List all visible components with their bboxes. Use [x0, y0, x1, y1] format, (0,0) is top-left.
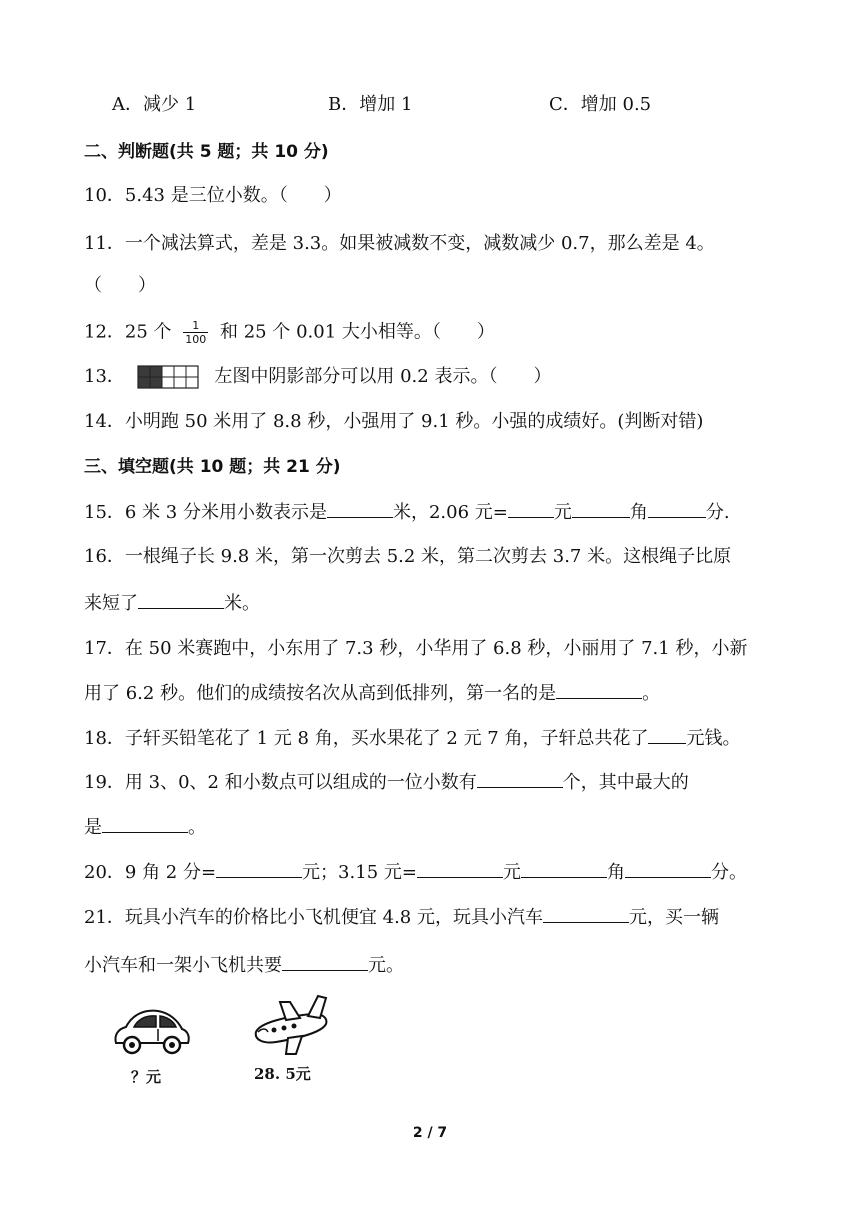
question-16-line2: [84, 590, 260, 617]
q19-part: 19．用 3、0、2 和小数点可以组成的一位小数有: [84, 772, 477, 793]
question-11-line2: （ ）: [84, 275, 156, 296]
q20-part: 20．9 角 2 分=: [84, 862, 217, 883]
q17-part: 用了 6.2 秒。他们的成绩按名次从高到低排列，第一名的是: [84, 683, 557, 704]
answer-blank[interactable]: [625, 859, 711, 878]
answer-blank[interactable]: [102, 814, 188, 833]
q15-part: 元: [553, 502, 572, 523]
question-10: 10．5.43 是三位小数。（ ）: [84, 185, 342, 206]
fraction-denominator: 100: [185, 333, 207, 346]
q16-part: 来短了: [84, 593, 138, 614]
plane-price-label: 28. 5元: [254, 1065, 311, 1083]
question-18: [84, 725, 740, 752]
q20-part: 分。: [710, 862, 747, 883]
question-15: [84, 499, 730, 526]
section-3-title: 三、填空题(共 10 题；共 21 分): [84, 457, 341, 477]
q19-part: 。: [188, 817, 206, 838]
question-14: 14．小明跑 50 米用了 8.8 秒，小强用了 9.1 秒。小强的成绩好。(判断对错): [84, 411, 704, 432]
q16-part: 米。: [224, 593, 260, 614]
q18-part: 18．子轩买铅笔花了 1 元 8 角，买水果花了 2 元 7 角，子轩总共花了: [84, 728, 649, 749]
question-17-line2: [84, 680, 660, 707]
car-price-label: ？元: [131, 1068, 162, 1086]
q12-post: 和 25 个 0.01 大小相等。（ ）: [220, 321, 495, 343]
q15-part: 15．6 米 3 分米用小数表示是: [84, 502, 327, 523]
q13-post: 左图中阴影部分可以用 0.2 表示。（ ）: [214, 366, 552, 387]
question-11-line1: 11．一个减法算式，差是 3.3。如果被减数不变，减数减少 0.7，那么差是 4。: [84, 233, 715, 254]
toy-airplane-icon: [250, 992, 334, 1058]
answer-blank[interactable]: [417, 859, 503, 878]
fraction-numerator: 1: [183, 319, 208, 333]
q15-part: 角: [629, 502, 648, 523]
q15-part: 米，2.06 元=: [392, 502, 508, 523]
question-19-line2: [84, 814, 206, 841]
answer-blank[interactable]: [138, 590, 224, 609]
q19-part: 是: [84, 817, 102, 838]
page-number: 2 / 7: [412, 1125, 448, 1141]
answer-blank[interactable]: [572, 499, 630, 518]
question-21-line2: [84, 952, 404, 979]
question-19-line1: [84, 769, 689, 796]
q20-part: 角: [606, 862, 625, 883]
q18-part: 元钱。: [686, 728, 741, 749]
toy-car-icon: [110, 1005, 192, 1057]
q21-part: 元。: [368, 955, 404, 976]
answer-blank[interactable]: [477, 769, 563, 788]
answer-blank[interactable]: [648, 725, 686, 744]
q21-part: 元，买一辆: [628, 907, 719, 928]
q17-part: 。: [642, 683, 661, 704]
answer-blank[interactable]: [556, 680, 642, 699]
question-21-line1: [84, 904, 719, 931]
option-b: B．增加 1: [328, 94, 413, 115]
answer-blank[interactable]: [648, 499, 706, 518]
q13-pre: 13．: [84, 366, 125, 387]
q15-part: 分.: [705, 502, 730, 523]
q19-part: 个，其中最大的: [562, 772, 689, 793]
q20-part: 元；3.15 元=: [302, 862, 417, 883]
answer-blank[interactable]: [327, 499, 393, 518]
q21-part: 小汽车和一架小飞机共要: [84, 955, 282, 976]
q20-part: 元: [502, 862, 521, 883]
answer-blank[interactable]: [282, 952, 368, 971]
section-2-title: 二、判断题(共 5 题；共 10 分): [84, 142, 329, 162]
option-a: A．减少 1: [112, 94, 197, 115]
question-12: [84, 319, 495, 346]
question-16-line1: 16．一根绳子长 9.8 米，第一次剪去 5.2 米，第二次剪去 3.7 米。这根绳子比原: [84, 546, 732, 567]
answer-blank[interactable]: [216, 859, 302, 878]
q12-pre: 12．25 个: [84, 321, 172, 343]
answer-blank[interactable]: [508, 499, 554, 518]
fraction: [183, 319, 208, 346]
answer-blank[interactable]: [521, 859, 607, 878]
option-c: C．增加 0.5: [549, 94, 652, 115]
question-20: [84, 859, 747, 886]
q21-part: 21．玩具小汽车的价格比小飞机便宜 4.8 元，玩具小汽车: [84, 907, 543, 928]
decimal-grid-figure: [137, 365, 199, 389]
question-13: [84, 364, 551, 390]
question-17-line1: 17．在 50 米赛跑中，小东用了 7.3 秒，小华用了 6.8 秒，小丽用了 7.1 秒，小新: [84, 638, 748, 659]
answer-blank[interactable]: [543, 904, 629, 923]
